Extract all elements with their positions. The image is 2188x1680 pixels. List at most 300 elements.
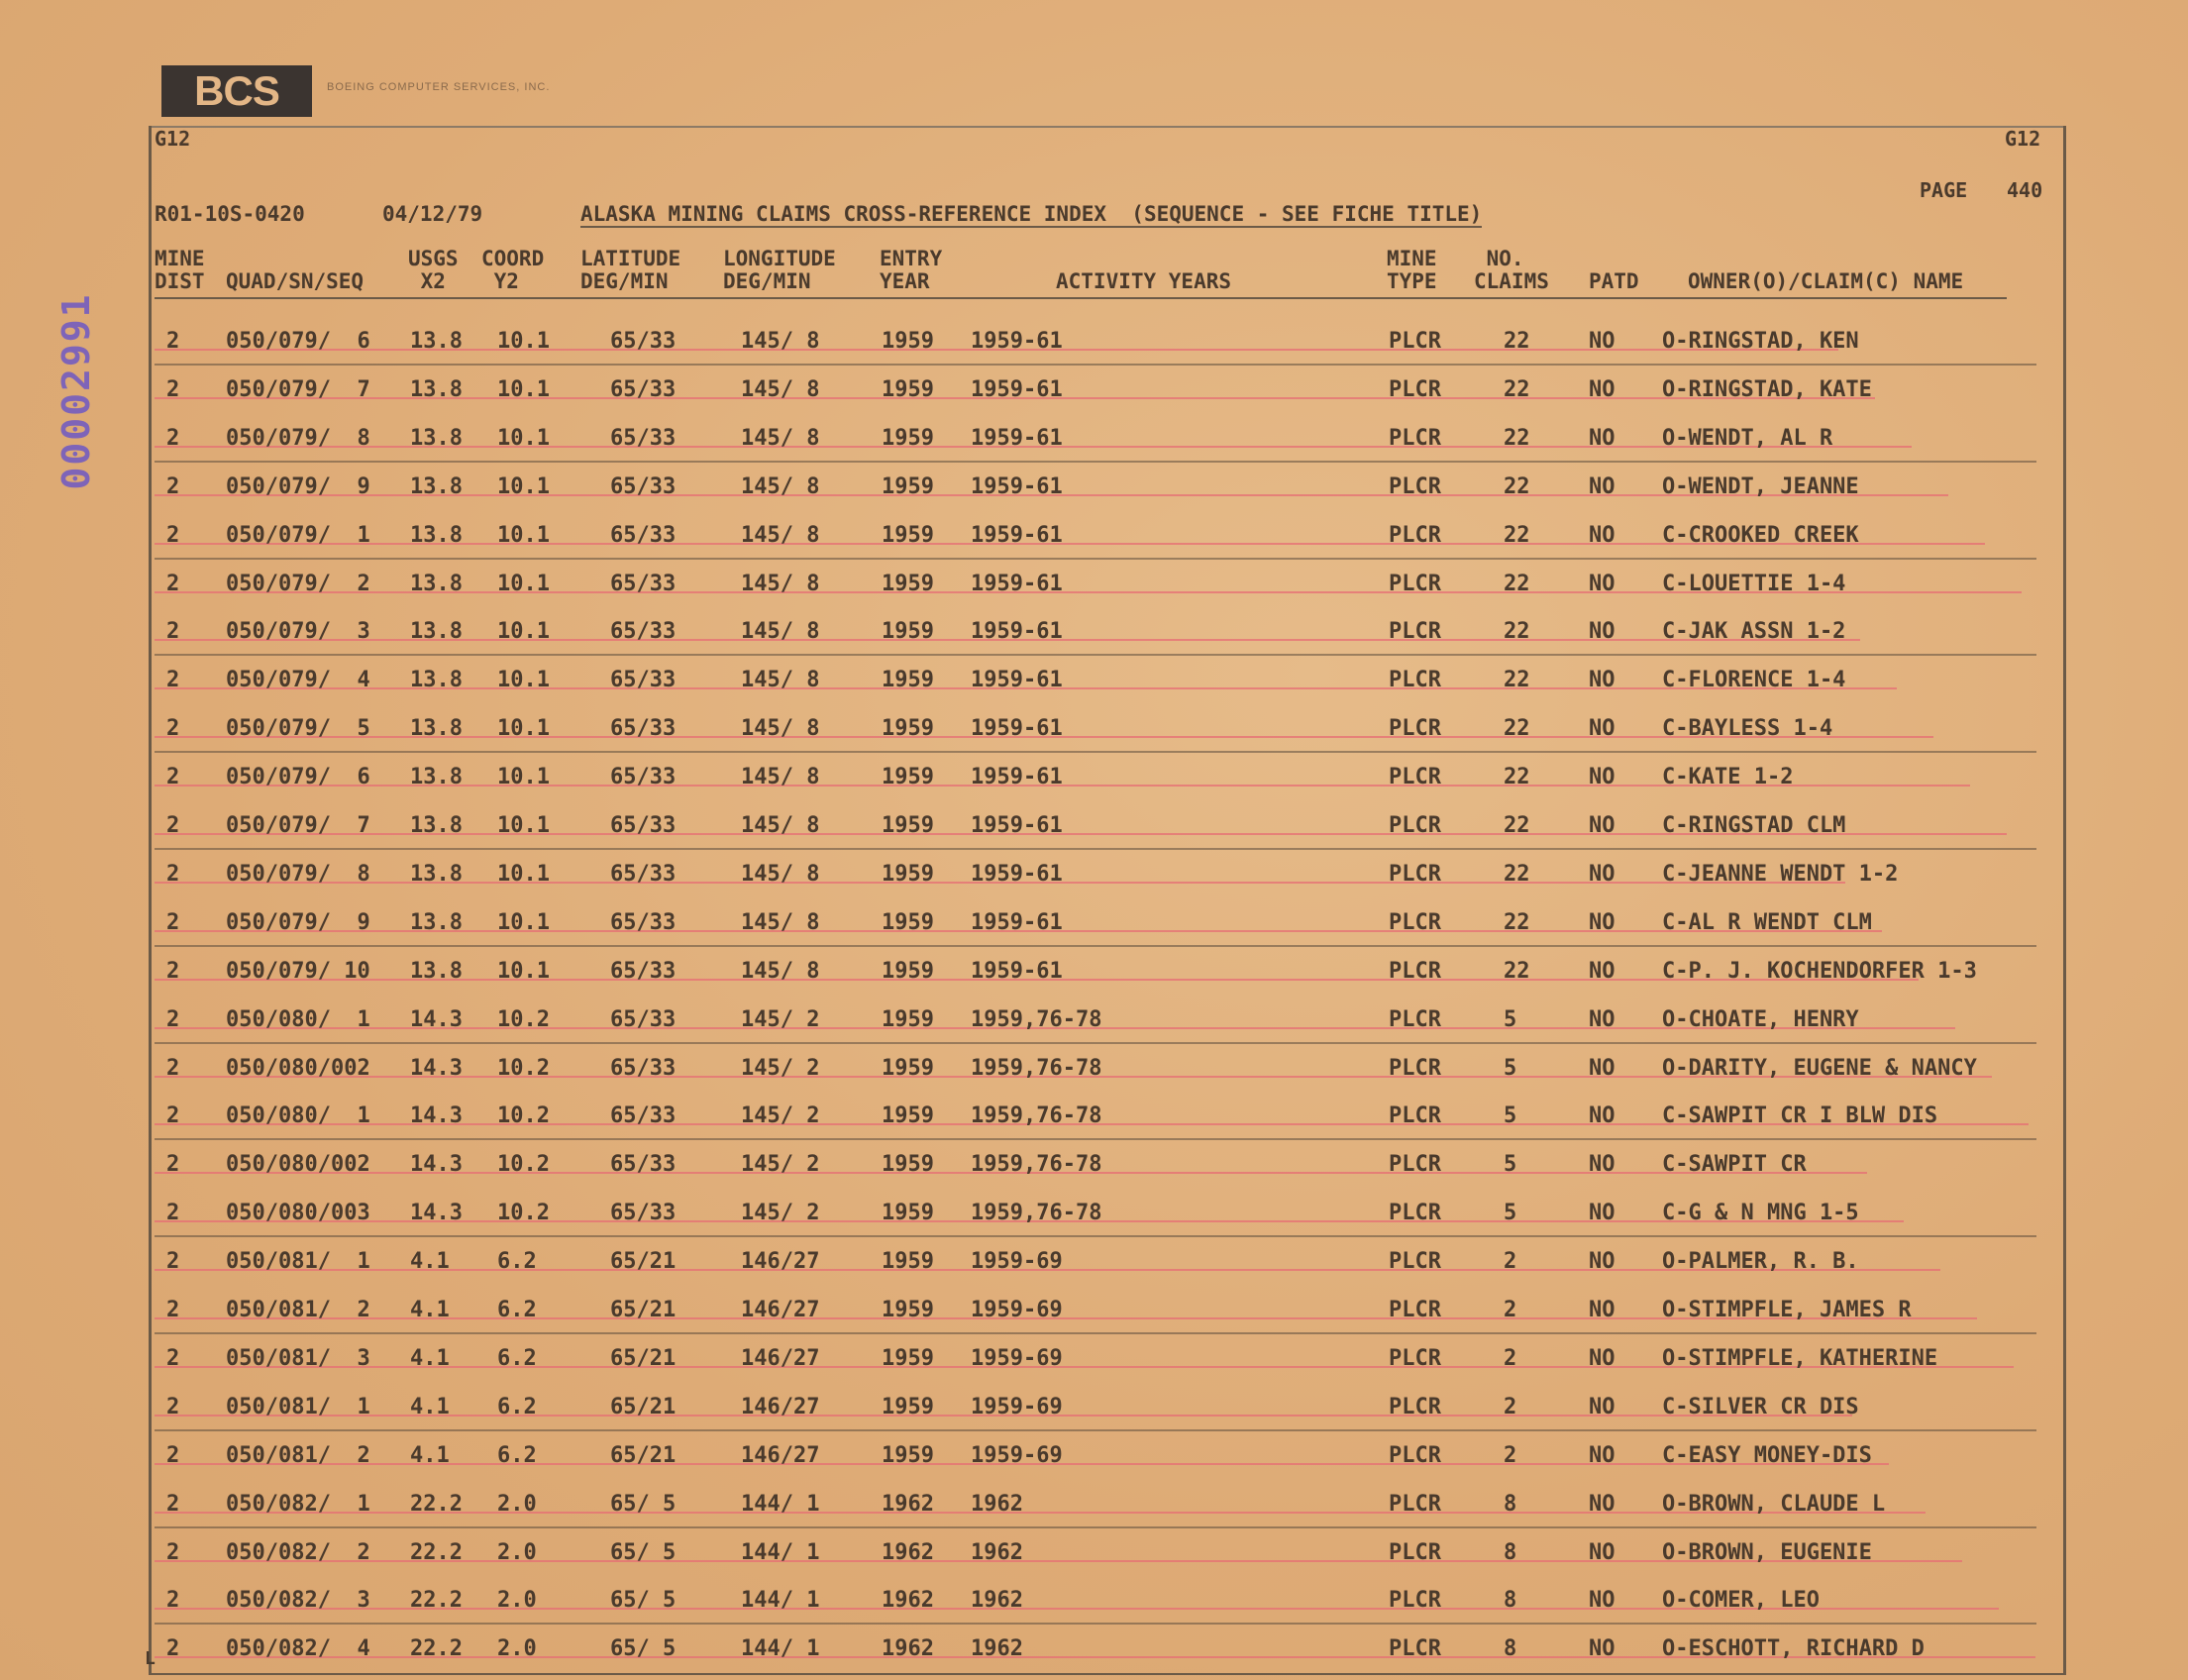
cell-longitude: 145/ 8 <box>741 522 820 548</box>
cell-mine-dist: 2 <box>166 1636 180 1662</box>
cell-usgs-x: 13.8 <box>410 765 463 790</box>
cell-owner-claim-name: O-ESCHOTT, RICHARD D <box>1662 1636 1925 1662</box>
header-rule <box>155 297 2007 299</box>
cell-patd: NO <box>1589 522 1615 548</box>
cell-patd: NO <box>1589 765 1615 790</box>
cell-latitude: 65/ 5 <box>610 1491 677 1517</box>
cell-coord-y: 10.1 <box>497 813 550 838</box>
cell-activity-years: 1959-61 <box>971 909 1063 935</box>
cell-no-claims: 22 <box>1504 668 1530 693</box>
cell-activity-years: 1959-61 <box>971 765 1063 790</box>
table-row <box>155 556 2036 603</box>
cell-no-claims: 22 <box>1504 909 1530 935</box>
cell-activity-years: 1959-69 <box>971 1442 1063 1468</box>
table-row <box>155 1136 2036 1184</box>
cell-mine-type: PLCR <box>1389 1491 1441 1517</box>
cell-owner-claim-name: C-RINGSTAD CLM <box>1662 813 1846 838</box>
cell-patd: NO <box>1589 619 1615 645</box>
cell-mine-dist: 2 <box>166 1103 180 1129</box>
cell-longitude: 145/ 2 <box>741 1201 820 1226</box>
cell-latitude: 65/33 <box>610 765 677 790</box>
cell-no-claims: 5 <box>1504 1055 1517 1081</box>
cell-activity-years: 1959-61 <box>971 425 1063 451</box>
table-row <box>155 410 2036 458</box>
cell-owner-claim-name: C-SAWPIT CR I BLW DIS <box>1662 1103 1938 1129</box>
cell-mine-dist: 2 <box>166 1539 180 1565</box>
cell-no-claims: 22 <box>1504 425 1530 451</box>
cell-no-claims: 2 <box>1504 1442 1517 1468</box>
cell-longitude: 145/ 8 <box>741 958 820 984</box>
cell-mine-dist: 2 <box>166 329 180 354</box>
header-no-claims: NO. CLAIMS <box>1474 247 1549 293</box>
cell-activity-years: 1959,76-78 <box>971 1055 1102 1081</box>
cell-longitude: 145/ 8 <box>741 571 820 596</box>
cell-no-claims: 22 <box>1504 861 1530 887</box>
row-separator-line <box>155 1138 2036 1140</box>
cell-quad-sn-seq: 050/080/002 <box>226 1152 370 1178</box>
cell-coord-y: 6.2 <box>497 1249 537 1275</box>
table-row <box>155 1330 2036 1378</box>
table-row <box>155 749 2036 796</box>
cell-mine-type: PLCR <box>1389 1442 1441 1468</box>
cell-entry-year: 1959 <box>882 473 934 499</box>
cell-usgs-x: 13.8 <box>410 668 463 693</box>
cell-no-claims: 22 <box>1504 619 1530 645</box>
cell-entry-year: 1962 <box>882 1588 934 1614</box>
cell-entry-year: 1959 <box>882 376 934 402</box>
cell-activity-years: 1959,76-78 <box>971 1201 1102 1226</box>
cell-mine-type: PLCR <box>1389 668 1441 693</box>
cell-mine-type: PLCR <box>1389 716 1441 742</box>
cell-usgs-x: 13.8 <box>410 861 463 887</box>
cell-entry-year: 1959 <box>882 1345 934 1371</box>
cell-mine-type: PLCR <box>1389 619 1441 645</box>
row-separator-line <box>155 364 2036 366</box>
cell-owner-claim-name: C-AL R WENDT CLM <box>1662 909 1872 935</box>
header-mine-type: MINE TYPE <box>1387 247 1437 293</box>
cell-quad-sn-seq: 050/079/ 8 <box>226 861 370 887</box>
cell-no-claims: 22 <box>1504 958 1530 984</box>
cell-mine-dist: 2 <box>166 861 180 887</box>
cell-owner-claim-name: C-G & N MNG 1-5 <box>1662 1201 1859 1226</box>
table-row <box>155 507 2036 555</box>
cell-latitude: 65/33 <box>610 1006 677 1032</box>
cell-coord-y: 10.2 <box>497 1152 550 1178</box>
cell-latitude: 65/21 <box>610 1249 677 1275</box>
cell-mine-type: PLCR <box>1389 813 1441 838</box>
cell-mine-type: PLCR <box>1389 473 1441 499</box>
cell-mine-type: PLCR <box>1389 1055 1441 1081</box>
cell-activity-years: 1959,76-78 <box>971 1152 1102 1178</box>
cell-mine-type: PLCR <box>1389 958 1441 984</box>
cell-mine-type: PLCR <box>1389 861 1441 887</box>
cell-patd: NO <box>1589 329 1615 354</box>
cell-patd: NO <box>1589 716 1615 742</box>
header-patd: PATD <box>1589 269 1639 293</box>
document-stamp-number: 00002991 <box>54 292 98 490</box>
cell-owner-claim-name: O-WENDT, JEANNE <box>1662 473 1859 499</box>
cell-activity-years: 1962 <box>971 1491 1023 1517</box>
cell-latitude: 65/21 <box>610 1394 677 1419</box>
cell-longitude: 145/ 2 <box>741 1006 820 1032</box>
cell-activity-years: 1959-61 <box>971 571 1063 596</box>
row-separator-line <box>155 945 2036 947</box>
cell-usgs-x: 13.8 <box>410 619 463 645</box>
cell-quad-sn-seq: 050/079/ 3 <box>226 619 370 645</box>
cell-longitude: 145/ 8 <box>741 668 820 693</box>
row-separator-line <box>155 751 2036 753</box>
cell-activity-years: 1959-69 <box>971 1298 1063 1322</box>
cell-longitude: 145/ 2 <box>741 1152 820 1178</box>
cell-mine-dist: 2 <box>166 1249 180 1275</box>
cell-usgs-x: 22.2 <box>410 1491 463 1517</box>
cell-entry-year: 1959 <box>882 1201 934 1226</box>
cell-longitude: 145/ 8 <box>741 619 820 645</box>
cell-entry-year: 1959 <box>882 716 934 742</box>
cell-entry-year: 1959 <box>882 861 934 887</box>
cell-usgs-x: 13.8 <box>410 571 463 596</box>
cell-mine-type: PLCR <box>1389 1298 1441 1322</box>
table-row <box>155 846 2036 893</box>
footer-corner-mark: L <box>145 1648 156 1669</box>
cell-owner-claim-name: O-COMER, LEO <box>1662 1588 1820 1614</box>
cell-longitude: 146/27 <box>741 1442 820 1468</box>
cell-mine-dist: 2 <box>166 1006 180 1032</box>
cell-activity-years: 1959-61 <box>971 813 1063 838</box>
cell-owner-claim-name: C-P. J. KOCHENDORFER 1-3 <box>1662 958 1977 984</box>
cell-mine-dist: 2 <box>166 1588 180 1614</box>
cell-longitude: 144/ 1 <box>741 1636 820 1662</box>
cell-entry-year: 1959 <box>882 1152 934 1178</box>
cell-quad-sn-seq: 050/081/ 2 <box>226 1442 370 1468</box>
header-longitude: LONGITUDE DEG/MIN <box>723 247 836 293</box>
cell-patd: NO <box>1589 861 1615 887</box>
cell-entry-year: 1962 <box>882 1491 934 1517</box>
cell-mine-dist: 2 <box>166 1055 180 1081</box>
cell-entry-year: 1959 <box>882 668 934 693</box>
cell-usgs-x: 22.2 <box>410 1636 463 1662</box>
report-date: 04/12/79 <box>382 202 483 226</box>
cell-owner-claim-name: C-BAYLESS 1-4 <box>1662 716 1833 742</box>
cell-patd: NO <box>1589 571 1615 596</box>
cell-owner-claim-name: C-SAWPIT CR <box>1662 1152 1807 1178</box>
cell-quad-sn-seq: 050/080/002 <box>226 1055 370 1081</box>
cell-entry-year: 1959 <box>882 1006 934 1032</box>
cell-mine-type: PLCR <box>1389 329 1441 354</box>
cell-coord-y: 10.1 <box>497 861 550 887</box>
cell-longitude: 145/ 8 <box>741 329 820 354</box>
cell-patd: NO <box>1589 1491 1615 1517</box>
cell-owner-claim-name: C-CROOKED CREEK <box>1662 522 1859 548</box>
cell-quad-sn-seq: 050/079/ 6 <box>226 765 370 790</box>
row-separator-line <box>155 1042 2036 1044</box>
cell-coord-y: 10.2 <box>497 1103 550 1129</box>
cell-patd: NO <box>1589 1298 1615 1322</box>
table-row <box>155 362 2036 409</box>
cell-patd: NO <box>1589 1103 1615 1129</box>
cell-activity-years: 1959-61 <box>971 861 1063 887</box>
cell-latitude: 65/33 <box>610 716 677 742</box>
cell-activity-years: 1959-61 <box>971 473 1063 499</box>
table-row <box>155 1427 2036 1475</box>
cell-mine-dist: 2 <box>166 1394 180 1419</box>
cell-mine-type: PLCR <box>1389 1249 1441 1275</box>
row-separator-line <box>155 461 2036 463</box>
cell-mine-dist: 2 <box>166 1442 180 1468</box>
cell-quad-sn-seq: 050/082/ 1 <box>226 1491 370 1517</box>
cell-activity-years: 1959-69 <box>971 1249 1063 1275</box>
cell-entry-year: 1959 <box>882 765 934 790</box>
table-row <box>155 894 2036 942</box>
cell-usgs-x: 14.3 <box>410 1006 463 1032</box>
cell-quad-sn-seq: 050/081/ 3 <box>226 1345 370 1371</box>
cell-usgs-x: 4.1 <box>410 1298 450 1322</box>
cell-longitude: 145/ 8 <box>741 473 820 499</box>
cell-owner-claim-name: C-SILVER CR DIS <box>1662 1394 1859 1419</box>
cell-usgs-x: 14.3 <box>410 1055 463 1081</box>
cell-no-claims: 2 <box>1504 1298 1517 1322</box>
cell-entry-year: 1962 <box>882 1539 934 1565</box>
cell-coord-y: 10.2 <box>497 1201 550 1226</box>
cell-latitude: 65/33 <box>610 425 677 451</box>
cell-patd: NO <box>1589 376 1615 402</box>
cell-patd: NO <box>1589 958 1615 984</box>
table-row <box>155 1621 2036 1668</box>
cell-longitude: 144/ 1 <box>741 1588 820 1614</box>
cell-usgs-x: 13.8 <box>410 376 463 402</box>
cell-coord-y: 10.1 <box>497 668 550 693</box>
cell-mine-type: PLCR <box>1389 1636 1441 1662</box>
cell-mine-dist: 2 <box>166 376 180 402</box>
cell-owner-claim-name: C-FLORENCE 1-4 <box>1662 668 1846 693</box>
cell-latitude: 65/33 <box>610 522 677 548</box>
cell-quad-sn-seq: 050/080/ 1 <box>226 1006 370 1032</box>
cell-mine-type: PLCR <box>1389 1103 1441 1129</box>
cell-no-claims: 2 <box>1504 1249 1517 1275</box>
table-row <box>155 459 2036 506</box>
cell-owner-claim-name: O-RINGSTAD, KATE <box>1662 376 1872 402</box>
cell-activity-years: 1959-69 <box>971 1345 1063 1371</box>
header-activity-years: ACTIVITY YEARS <box>1056 269 1232 293</box>
cell-latitude: 65/21 <box>610 1345 677 1371</box>
table-row <box>155 1233 2036 1281</box>
cell-no-claims: 8 <box>1504 1636 1517 1662</box>
cell-mine-type: PLCR <box>1389 1539 1441 1565</box>
table-row <box>155 797 2036 845</box>
cell-no-claims: 22 <box>1504 813 1530 838</box>
cell-no-claims: 8 <box>1504 1491 1517 1517</box>
cell-no-claims: 22 <box>1504 522 1530 548</box>
cell-longitude: 146/27 <box>741 1249 820 1275</box>
cell-quad-sn-seq: 050/080/ 1 <box>226 1103 370 1129</box>
cell-longitude: 145/ 8 <box>741 376 820 402</box>
cell-latitude: 65/33 <box>610 861 677 887</box>
cell-activity-years: 1962 <box>971 1588 1023 1614</box>
cell-quad-sn-seq: 050/081/ 1 <box>226 1249 370 1275</box>
cell-mine-dist: 2 <box>166 909 180 935</box>
cell-quad-sn-seq: 050/082/ 3 <box>226 1588 370 1614</box>
header-quad: QUAD/SN/SEQ <box>226 269 365 293</box>
cell-latitude: 65/33 <box>610 619 677 645</box>
cell-latitude: 65/33 <box>610 668 677 693</box>
cell-coord-y: 6.2 <box>497 1298 537 1322</box>
cell-mine-dist: 2 <box>166 716 180 742</box>
cell-owner-claim-name: O-WENDT, AL R <box>1662 425 1833 451</box>
cell-activity-years: 1962 <box>971 1539 1023 1565</box>
cell-mine-type: PLCR <box>1389 1394 1441 1419</box>
cell-quad-sn-seq: 050/081/ 2 <box>226 1298 370 1322</box>
cell-mine-dist: 2 <box>166 619 180 645</box>
cell-quad-sn-seq: 050/080/003 <box>226 1201 370 1226</box>
cell-entry-year: 1959 <box>882 425 934 451</box>
cell-owner-claim-name: O-PALMER, R. B. <box>1662 1249 1859 1275</box>
cell-usgs-x: 4.1 <box>410 1394 450 1419</box>
cell-activity-years: 1959-61 <box>971 716 1063 742</box>
row-separator-line <box>155 654 2036 656</box>
cell-coord-y: 2.0 <box>497 1539 537 1565</box>
cell-coord-y: 6.2 <box>497 1345 537 1371</box>
cell-coord-y: 10.1 <box>497 329 550 354</box>
cell-usgs-x: 14.3 <box>410 1201 463 1226</box>
report-code-left: G12 <box>155 127 191 151</box>
cell-longitude: 145/ 8 <box>741 861 820 887</box>
cell-latitude: 65/33 <box>610 376 677 402</box>
cell-mine-dist: 2 <box>166 765 180 790</box>
cell-usgs-x: 14.3 <box>410 1152 463 1178</box>
cell-mine-type: PLCR <box>1389 909 1441 935</box>
cell-no-claims: 8 <box>1504 1588 1517 1614</box>
cell-latitude: 65/ 5 <box>610 1588 677 1614</box>
cell-mine-type: PLCR <box>1389 1345 1441 1371</box>
cell-patd: NO <box>1589 1006 1615 1032</box>
cell-coord-y: 10.2 <box>497 1055 550 1081</box>
cell-usgs-x: 22.2 <box>410 1588 463 1614</box>
cell-mine-dist: 2 <box>166 1152 180 1178</box>
cell-mine-type: PLCR <box>1389 522 1441 548</box>
cell-entry-year: 1959 <box>882 1298 934 1322</box>
cell-longitude: 146/27 <box>741 1298 820 1322</box>
row-separator-line <box>155 1526 2036 1528</box>
cell-coord-y: 10.1 <box>497 425 550 451</box>
cell-activity-years: 1959-61 <box>971 522 1063 548</box>
cell-no-claims: 5 <box>1504 1103 1517 1129</box>
cell-entry-year: 1959 <box>882 813 934 838</box>
header-mine-dist: MINE DIST <box>155 247 205 293</box>
cell-coord-y: 10.1 <box>497 522 550 548</box>
bcs-logo: BCS <box>161 65 312 117</box>
cell-quad-sn-seq: 050/079/ 7 <box>226 376 370 402</box>
cell-quad-sn-seq: 050/079/ 1 <box>226 522 370 548</box>
table-row <box>155 700 2036 748</box>
cell-quad-sn-seq: 050/079/ 4 <box>226 668 370 693</box>
cell-usgs-x: 13.8 <box>410 958 463 984</box>
cell-coord-y: 2.0 <box>497 1588 537 1614</box>
cell-coord-y: 10.1 <box>497 909 550 935</box>
table-row <box>155 1572 2036 1620</box>
cell-entry-year: 1959 <box>882 571 934 596</box>
cell-usgs-x: 13.8 <box>410 329 463 354</box>
cell-latitude: 65/33 <box>610 571 677 596</box>
header-coord-y: COORD Y2 <box>481 247 545 293</box>
table-row <box>155 1379 2036 1426</box>
cell-coord-y: 10.1 <box>497 473 550 499</box>
cell-owner-claim-name: C-LOUETTIE 1-4 <box>1662 571 1846 596</box>
cell-quad-sn-seq: 050/079/ 10 <box>226 958 370 984</box>
cell-latitude: 65/ 5 <box>610 1539 677 1565</box>
row-separator-line <box>155 1429 2036 1431</box>
table-row <box>155 1185 2036 1232</box>
cell-latitude: 65/33 <box>610 329 677 354</box>
cell-usgs-x: 13.8 <box>410 473 463 499</box>
cell-longitude: 145/ 8 <box>741 765 820 790</box>
cell-mine-dist: 2 <box>166 425 180 451</box>
cell-coord-y: 6.2 <box>497 1394 537 1419</box>
cell-owner-claim-name: C-JAK ASSN 1-2 <box>1662 619 1846 645</box>
cell-coord-y: 10.1 <box>497 376 550 402</box>
cell-no-claims: 5 <box>1504 1152 1517 1178</box>
cell-entry-year: 1959 <box>882 958 934 984</box>
cell-latitude: 65/33 <box>610 1152 677 1178</box>
table-row <box>155 313 2036 361</box>
cell-usgs-x: 13.8 <box>410 813 463 838</box>
cell-mine-dist: 2 <box>166 813 180 838</box>
cell-quad-sn-seq: 050/082/ 4 <box>226 1636 370 1662</box>
cell-quad-sn-seq: 050/079/ 6 <box>226 329 370 354</box>
cell-mine-type: PLCR <box>1389 425 1441 451</box>
cell-patd: NO <box>1589 668 1615 693</box>
table-row <box>155 1476 2036 1523</box>
cell-patd: NO <box>1589 425 1615 451</box>
cell-quad-sn-seq: 050/082/ 2 <box>226 1539 370 1565</box>
logo-subtitle: BOEING COMPUTER SERVICES, INC. <box>327 81 551 93</box>
cell-mine-type: PLCR <box>1389 1006 1441 1032</box>
cell-mine-dist: 2 <box>166 571 180 596</box>
cell-quad-sn-seq: 050/081/ 1 <box>226 1394 370 1419</box>
page-label: PAGE <box>1920 178 1968 202</box>
cell-latitude: 65/ 5 <box>610 1636 677 1662</box>
cell-activity-years: 1959-61 <box>971 958 1063 984</box>
header-owner-claim-name: OWNER(O)/CLAIM(C) NAME <box>1688 269 1964 293</box>
cell-longitude: 145/ 8 <box>741 813 820 838</box>
cell-mine-dist: 2 <box>166 1298 180 1322</box>
cell-entry-year: 1959 <box>882 1055 934 1081</box>
cell-no-claims: 22 <box>1504 376 1530 402</box>
cell-mine-type: PLCR <box>1389 765 1441 790</box>
cell-owner-claim-name: O-RINGSTAD, KEN <box>1662 329 1859 354</box>
cell-no-claims: 22 <box>1504 329 1530 354</box>
cell-patd: NO <box>1589 813 1615 838</box>
cell-no-claims: 5 <box>1504 1201 1517 1226</box>
cell-patd: NO <box>1589 1394 1615 1419</box>
cell-no-claims: 8 <box>1504 1539 1517 1565</box>
cell-no-claims: 22 <box>1504 473 1530 499</box>
cell-latitude: 65/21 <box>610 1442 677 1468</box>
cell-coord-y: 2.0 <box>497 1636 537 1662</box>
report-title: ALASKA MINING CLAIMS CROSS-REFERENCE INDEX (SEQUENCE - SEE FICHE TITLE) <box>580 202 1483 226</box>
cell-no-claims: 22 <box>1504 765 1530 790</box>
cell-latitude: 65/33 <box>610 1103 677 1129</box>
cell-usgs-x: 22.2 <box>410 1539 463 1565</box>
cell-mine-type: PLCR <box>1389 1152 1441 1178</box>
cell-longitude: 145/ 2 <box>741 1055 820 1081</box>
report-code-right: G12 <box>2005 127 2041 151</box>
cell-quad-sn-seq: 050/079/ 7 <box>226 813 370 838</box>
cell-patd: NO <box>1589 909 1615 935</box>
cell-owner-claim-name: O-BROWN, EUGENIE <box>1662 1539 1872 1565</box>
page-number: 440 <box>2007 178 2043 202</box>
cell-quad-sn-seq: 050/079/ 2 <box>226 571 370 596</box>
cell-latitude: 65/33 <box>610 1055 677 1081</box>
